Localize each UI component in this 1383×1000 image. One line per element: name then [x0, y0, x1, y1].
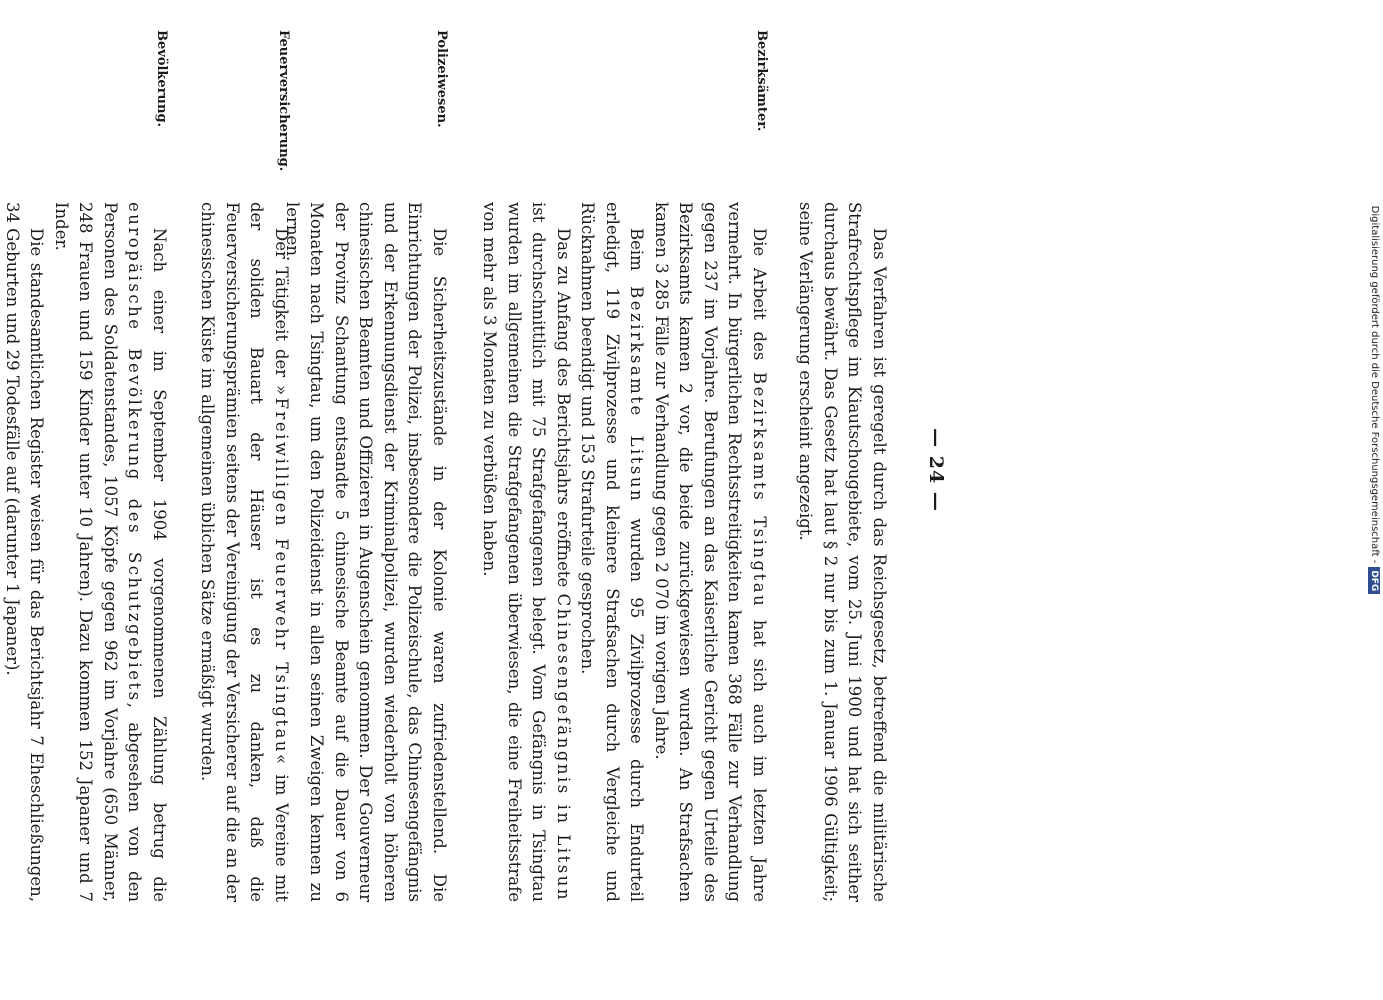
- bevoelkerung-text: [0, 202, 171, 902]
- bezirksaemter-paragraph-2: Beim Bezirksamte Litsun wurden 95 Zivilprozesse durch Endurteil erledigt, 119 Zivilprozesse und kleinere Strafsachen durch Vergleiche und Rücknahmen beendigt und 153 Strafurteile gesprochen.: [578, 202, 647, 902]
- bezirksaemter-paragraph-3: Das zu Anfang des Berichtsjahrs eröffnete Chinesengefängnis in Litsun ist durchschnittlich mit 75 Strafgefangenen belegt. Vom Gefängnis in Tsingtau wurden im allgemeinen die Strafgefangenen überwiesen, die eine Freiheitsstrafe von mehr als 3 Monaten zu verbüßen haben.: [480, 202, 573, 902]
- bezirksamt-litsun-emphasis: Bezirksamte Litsun: [627, 286, 647, 504]
- europaeische-bevoelkerung-emphasis: europäische Bevölkerung des Schutzgebiets: [125, 202, 145, 703]
- digitization-credit: [1360, 0, 1380, 800]
- feuerversicherung-paragraph: Der Tätigkeit der »Freiwilligen Feuerwehr Tsingtau« im Vereine mit der soliden Bauart der Häuser ist es zu danken, daß die Feuerversicherungsprämien seitens der Vereinigung der Versicherer auf die an der chinesischen Küste im allgemeinen üblichen Sätze ermäßigt wurden.: [198, 202, 291, 902]
- intro-text: [793, 202, 891, 902]
- side-label-bezirksaemter: Bezirksämter.: [754, 30, 769, 132]
- intro-paragraph: Das Verfahren ist geregelt durch das Reichsgesetz, betreffend die militärische Strafrechtspflege im Kiautschougebiete, vom 25. Juni 1900 und hat sich seither durchaus bewährt. Das Gesetz hat laut § 2 nur bis zum 1. Januar 1906 Gültigkeit; seine Verlängerung erscheint angezeigt.: [796, 202, 889, 902]
- bezirksaemter-paragraph-1: Die Arbeit des Bezirksamts Tsingtau hat sich auch im letzten Jahre vermehrt. In bürgerlichen Rechtsstreitigkeiten kamen 368 Fälle zur Verhandlung gegen 237 im Vorjahre. Berufungen an das Kaiserliche Gericht gegen Urteile des Bezirksamts kamen 2 vor, die beide zurückgewiesen wurden. An Strafsachen kamen 3 285 Fälle zur Verhandlung gegen 2 070 im vorigen Jahre.: [652, 202, 769, 902]
- document-page: [0, 30, 961, 970]
- feuerversicherung-text: [195, 202, 293, 902]
- digitization-credit-strip: [1360, 0, 1380, 1000]
- dfg-logo: DFG: [1368, 567, 1380, 594]
- side-label-feuerversicherung: Feuerversicherung.: [276, 30, 291, 172]
- digitization-credit-text: Digitalisierung gefördert durch die Deutsche Forschungsgemeinschaft -: [1369, 205, 1380, 564]
- side-label-polizeiwesen: Polizeiwesen.: [434, 30, 449, 128]
- bevoelkerung-paragraph-1: Nach einer im September 1904 vorgenommenen Zählung betrug die europäische Bevölkerung des Schutzgebiets, abgesehen von den Personen des Soldatenstandes, 1057 Köpfe gegen 962 im Vorjahre (650 Männer, 248 Frauen und 159 Kinder unter 10 Jahren). Dazu kommen 152 Japaner und 7 Inder.: [52, 202, 169, 903]
- bezirksaemter-text: [477, 202, 771, 902]
- bevoelkerung-paragraph-2: Die standesamtlichen Register weisen für das Berichtsjahr 7 Eheschließungen, 34 Geburten und 29 Todesfälle auf (darunter 1 Japaner).: [3, 202, 47, 902]
- bezirksamt-tsingtau-emphasis: Bezirksamts Tsingtau: [750, 371, 769, 609]
- page-number: — 24 —: [925, 428, 947, 512]
- polizeiwesen-paragraph: Die Sicherheitszustände in der Kolonie waren zufriedenstellend. Die Einrichtungen der Polizei, insbesondere die Polizeischule, das Chinesengefängnis und der Erkennungsdienst der Kriminalpolizei, wurden wiederholt von höheren chinesischen Beamten und Offizieren in Augenschein genommen. Der Gouverneur der Provinz Schantung entsandte 5 chinesische Beamte auf die Dauer von 6 Monaten nach Tsingtau, um den Polizeidienst in allen seinen Zweigen kennen zu lernen.: [283, 202, 449, 902]
- polizeiwesen-text: [280, 202, 452, 902]
- freiwillige-feuerwehr-emphasis: »Freiwilligen Feuerwehr Tsingtau«: [272, 384, 291, 767]
- chinesengefaengnis-emphasis: Chinesengefängnis in Litsun: [554, 593, 573, 902]
- side-label-bevoelkerung: Bevölkerung.: [154, 30, 169, 128]
